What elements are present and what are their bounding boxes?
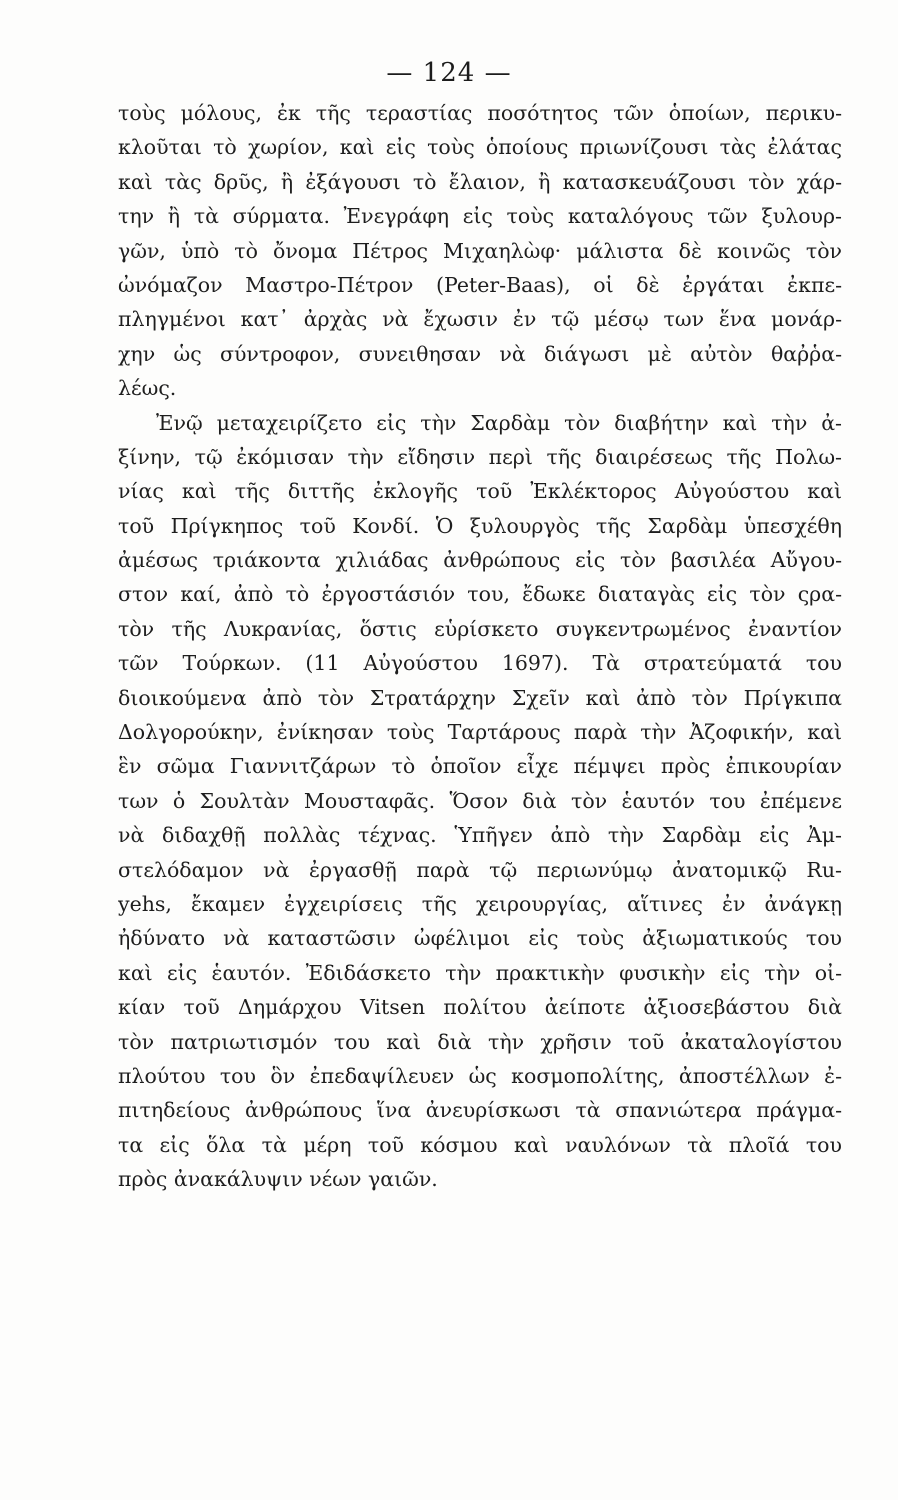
text-line: καὶ εἰς ἑαυτόν. Ἐδιδάσκετο τὴν πρακτικὴν φυσικὴν εἰς τὴν οἰ- [118, 960, 842, 985]
text-line: πληγμένοι κατ᾿ ἀρχὰς νὰ ἔχωσιν ἐν τῷ μέσῳ των ἕνα μονάρ- [118, 307, 842, 332]
text-line: πρὸς ἀνακάλυψιν νέων γαιῶν. [118, 1167, 438, 1192]
text-line: τῶν Τούρκων. (11 Αὐγούστου 1697). Τὰ στρατεύματά του [118, 651, 842, 676]
text-line: λέως. [118, 376, 177, 401]
text-line: ἓν σῶμα Γιαννιτζάρων τὸ ὁποῖον εἶχε πέμψει πρὸς ἐπικουρίαν [118, 754, 842, 779]
text-line: ἠδύνατο νὰ καταστῶσιν ὠφέλιμοι εἰς τοὺς ἀξιωματικούς του [118, 926, 842, 951]
text-line: κίαν τοῦ Δημάρχου Vitsen πολίτου ἀείποτε ἀξιοσεβάστου διὰ [118, 995, 842, 1020]
page-number: — 124 — [386, 58, 512, 88]
body-text [118, 96, 842, 1197]
text-line: τοῦ Πρίγκηπος τοῦ Κονδί. Ὁ ξυλουργὸς τῆς Σαρδὰμ ὑπεσχέθη [118, 513, 842, 538]
text-line: ἀμέσως τριάκοντα χιλιάδας ἀνθρώπους εἰς τὸν βασιλέα Αὔγου- [118, 548, 842, 573]
text-line: γῶν, ὑπὸ τὸ ὄνομα Πέτρος Μιχαηλὼφ· μάλιστα δὲ κοινῶς τὸν [118, 238, 842, 263]
text-line: καὶ τὰς δρῦς, ἢ ἐξάγουσι τὸ ἔλαιον, ἢ κατασκευάζουσι τὸν χάρ- [118, 169, 842, 194]
text-line: τὸν τῆς Λυκρανίας, ὅστις εὑρίσκετο συγκεντρωμένος ἐναντίον [118, 616, 842, 641]
text-line: Δολγορούκην, ἐνίκησαν τοὺς Ταρτάρους παρὰ τὴν Ἀζοφικήν, καὶ [118, 720, 842, 745]
text-line: των ὁ Σουλτὰν Μουσταφᾶς. Ὅσον διὰ τὸν ἑαυτόν του ἐπέμενε [118, 788, 842, 813]
text-line: τα εἰς ὅλα τὰ μέρη τοῦ κόσμου καὶ ναυλόνων τὰ πλοῖά του [118, 1132, 842, 1157]
text-line: ξίνην, τῷ ἐκόμισαν τὴν εἴδησιν περὶ τῆς διαιρέσεως τῆς Πολω- [118, 444, 842, 469]
text-line: yehs, ἔκαμεν ἐγχειρίσεις τῆς χειρουργίας, αἵτινες ἐν ἀνάγκῃ [118, 891, 842, 916]
text-line: πιτηδείους ἀνθρώπους ἵνα ἀνευρίσκωσι τὰ σπανιώτερα πράγμα- [118, 1098, 842, 1123]
text-line: τοὺς μόλους, ἐκ τῆς τεραστίας ποσότητος τῶν ὁποίων, περικυ- [118, 101, 842, 125]
text-line: νίας καὶ τῆς διττῆς ἐκλογῆς τοῦ Ἐκλέκτορος Αὐγούστου καὶ [118, 479, 842, 504]
text-line: κλοῦται τὸ χωρίον, καὶ εἰς τοὺς ὁποίους πριωνίζουσι τὰς ἐλάτας [118, 135, 842, 160]
text-line: στον καί, ἀπὸ τὸ ἐργοστάσιόν του, ἔδωκε διαταγὰς εἰς τὸν ςρα- [118, 582, 842, 607]
text-line: χην ὡς σύντροφον, συνειθησαν νὰ διάγωσι μὲ αὐτὸν θαῤῥα- [118, 341, 842, 366]
text-line: πλούτου του ὃν ἐπεδαψίλευεν ὡς κοσμοπολίτης, ἀποστέλλων ἐ- [118, 1063, 842, 1088]
text-line: διοικούμενα ἀπὸ τὸν Στρατάρχην Σχεῖν καὶ ἀπὸ τὸν Πρίγκιπα [118, 685, 842, 710]
text-line: νὰ διδαχθῇ πολλὰς τέχνας. Ὑπῆγεν ἀπὸ τὴν Σαρδὰμ εἰς Ἀμ- [118, 823, 842, 848]
text-line: τὸν πατριωτισμόν του καὶ διὰ τὴν χρῆσιν τοῦ ἀκαταλογίστου [118, 1029, 842, 1054]
text-line: στελόδαμον νὰ ἐργασθῇ παρὰ τῷ περιωνύμῳ ἀνατομικῷ Ru- [118, 857, 842, 882]
text-line: Ἐνῷ μεταχειρίζετο εἰς τὴν Σαρδὰμ τὸν διαβήτην καὶ τὴν ἀ- [156, 410, 842, 435]
text-line: ὠνόμαζον Μαστρο-Πέτρον (Peter-Baas), οἱ δὲ ἐργάται ἐκπε- [118, 272, 842, 297]
text-line: την ἢ τὰ σύρματα. Ἐνεγράφη εἰς τοὺς καταλόγους τῶν ξυλουρ- [118, 204, 842, 229]
